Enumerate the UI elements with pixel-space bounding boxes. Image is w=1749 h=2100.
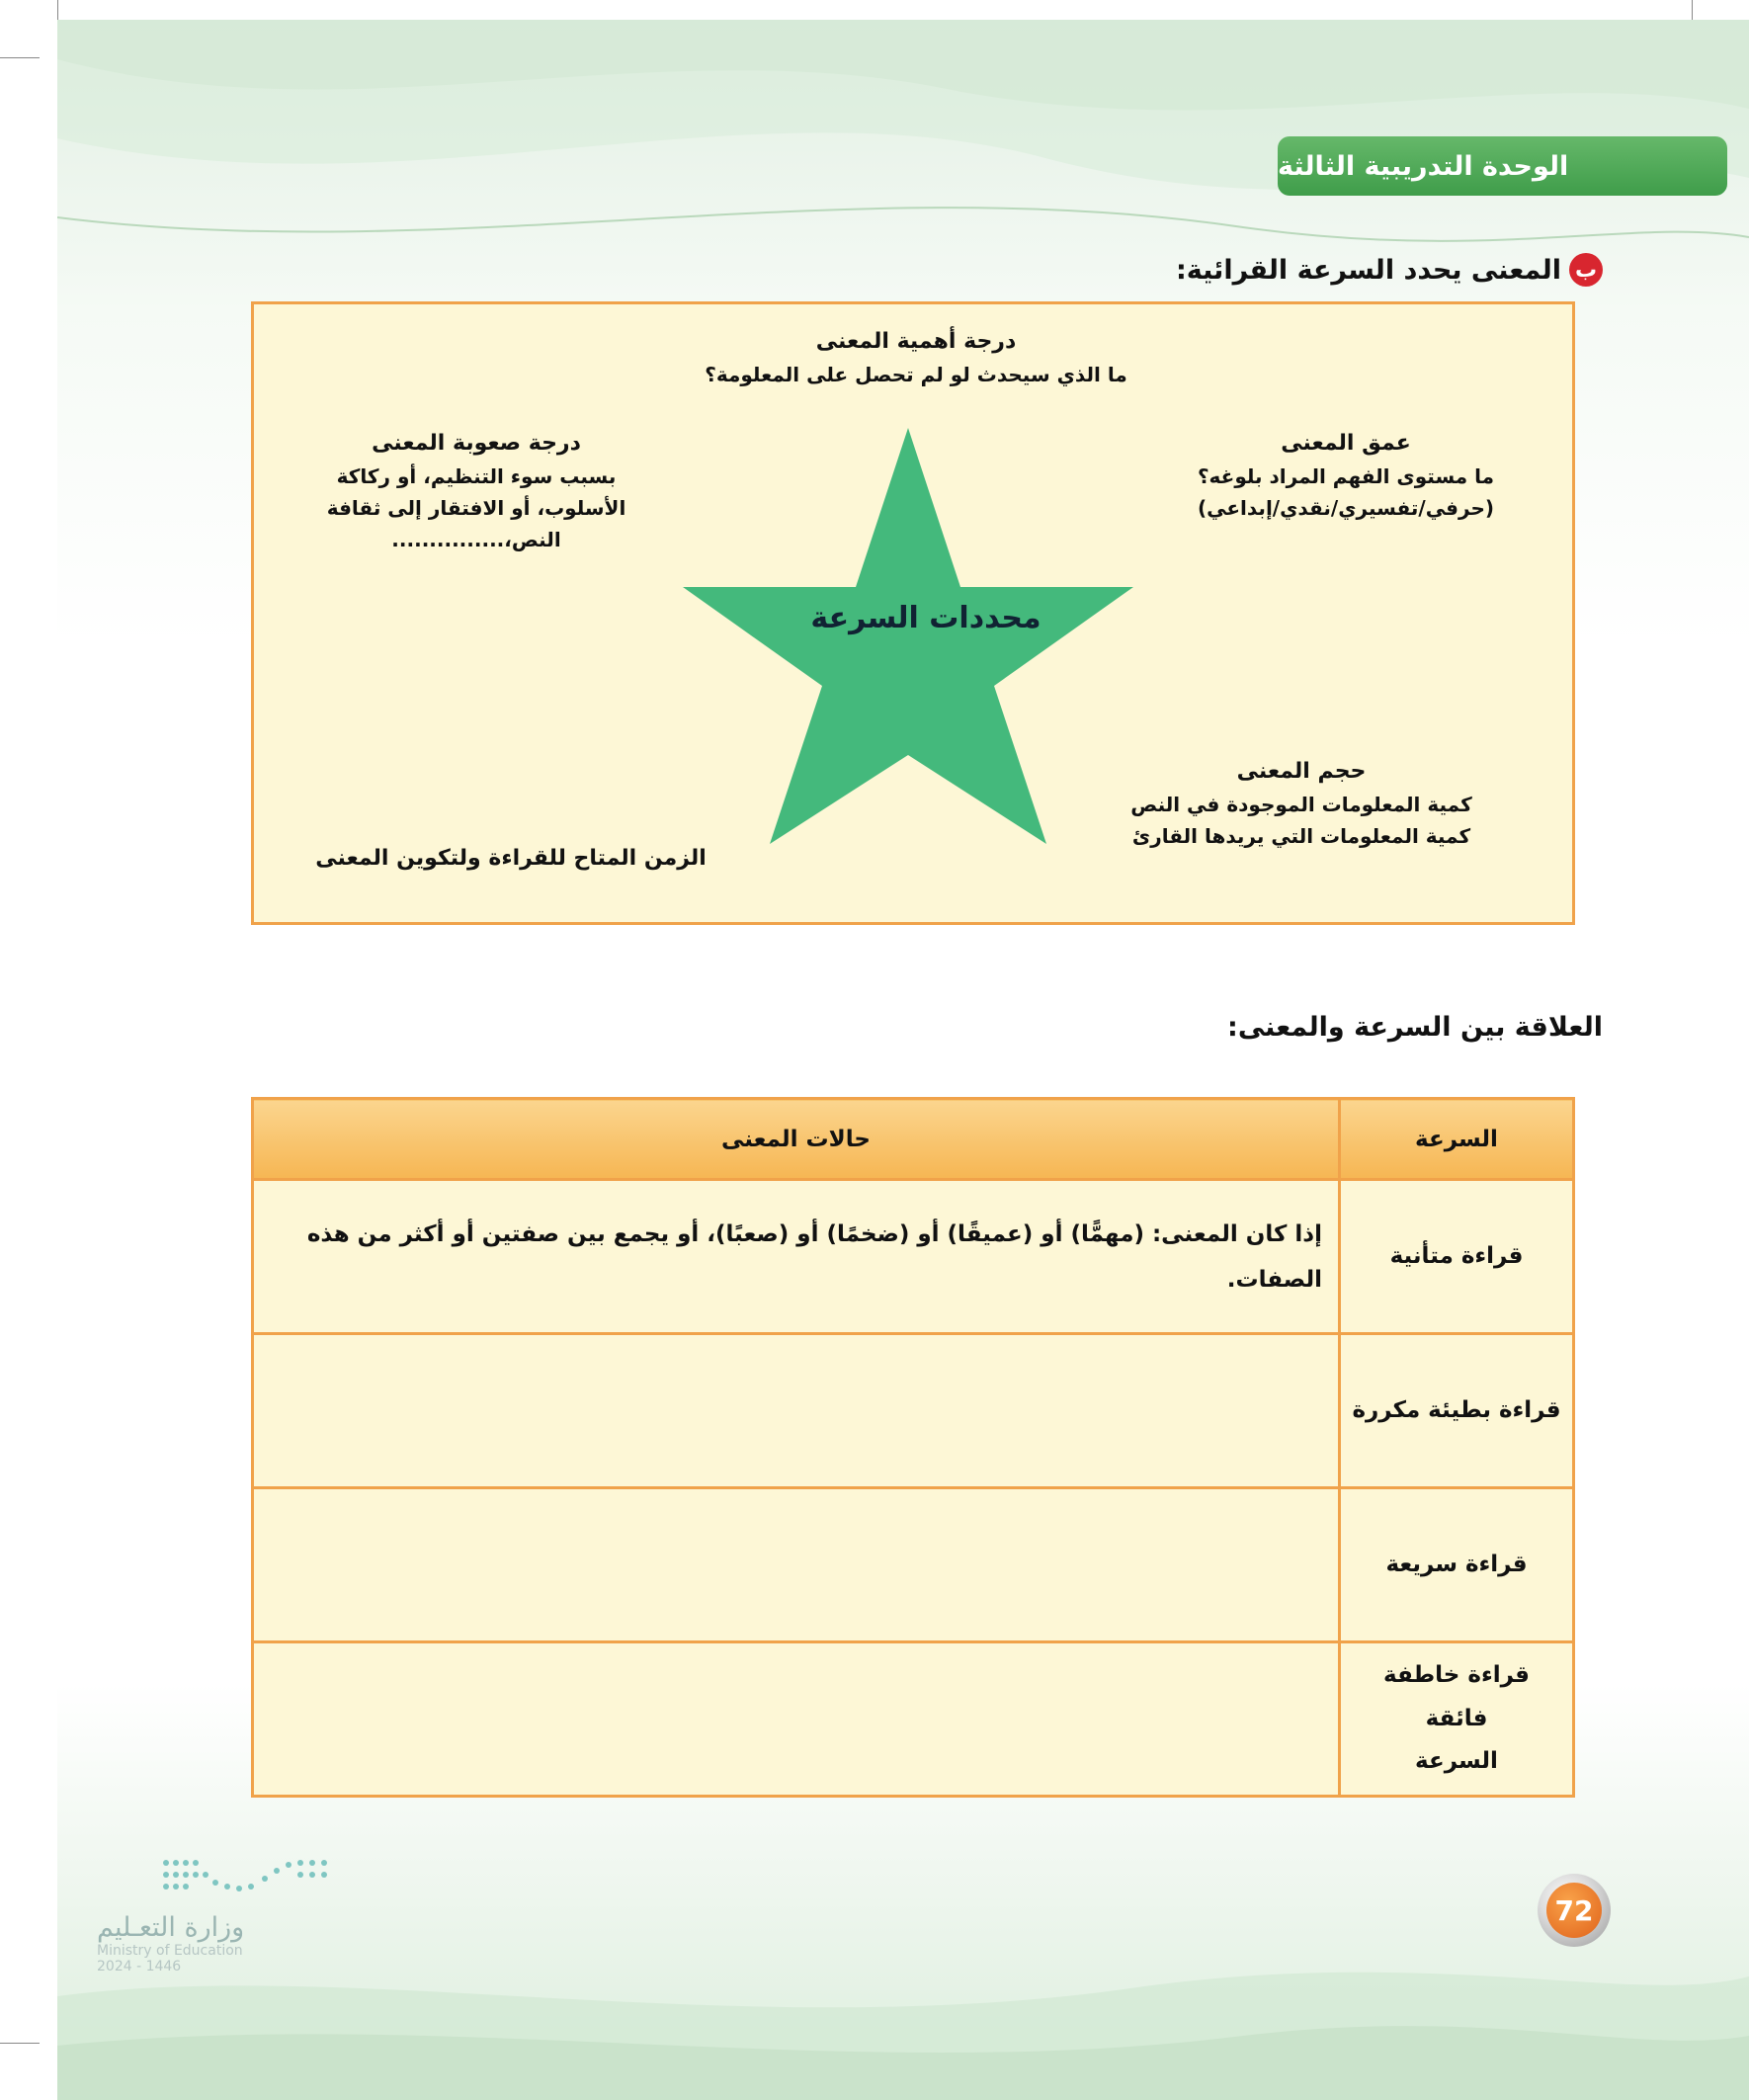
speed-determinants-diagram xyxy=(251,301,1575,925)
speed-cell: قراءة متأنية xyxy=(1340,1180,1574,1334)
page-number: 72 xyxy=(1546,1883,1602,1938)
header-speed: السرعة xyxy=(1340,1099,1574,1180)
difficulty-block xyxy=(303,426,649,555)
page-number-badge xyxy=(1538,1874,1611,1947)
speed-cell: قراءة سريعة xyxy=(1340,1488,1574,1642)
ministry-name-ar: وزارة التعـليم xyxy=(97,1912,245,1943)
star-icon xyxy=(683,428,1133,844)
difficulty-title: درجة صعوبة المعنى xyxy=(372,431,581,456)
cases-cell: إذا كان المعنى: (مهمًّا) أو (عميقًا) أو (ضخمًا) أو (صعبًا)، أو يجمع بين صفتين أو أكثر من هذه الصفات. xyxy=(253,1180,1340,1334)
cases-cell-blank[interactable] xyxy=(253,1642,1340,1797)
importance-block xyxy=(689,324,1143,390)
difficulty-line-3: النص،............... xyxy=(391,528,561,552)
diagram-center-label: محددات السرعة xyxy=(810,601,1041,635)
table-row xyxy=(253,1180,1574,1334)
cases-cell-blank[interactable] xyxy=(253,1334,1340,1488)
depth-question: ما مستوى الفهم المراد بلوغه؟ xyxy=(1197,464,1495,489)
difficulty-line-1: بسبب سوء التنظيم، أو ركاكة xyxy=(336,464,617,489)
difficulty-line-2: الأسلوب، أو الافتقار إلى ثقافة xyxy=(326,496,626,521)
section-heading xyxy=(1176,253,1603,287)
depth-title: عمق المعنى xyxy=(1281,431,1411,456)
ministry-name-en: Ministry of Education xyxy=(97,1943,243,1959)
unit-banner xyxy=(1278,136,1727,196)
depth-block xyxy=(1183,426,1509,524)
table-row xyxy=(253,1642,1574,1797)
ministry-year: 2024 - 1446 xyxy=(97,1959,182,1974)
header-cases: حالات المعنى xyxy=(253,1099,1340,1180)
page xyxy=(57,20,1749,2100)
speed-cell: قراءة خاطفة فائقة السرعة xyxy=(1340,1642,1574,1797)
relation-heading: العلاقة بين السرعة والمعنى: xyxy=(1227,1012,1603,1043)
volume-title: حجم المعنى xyxy=(1236,759,1367,784)
depth-levels: (حرفي/تفسيري/نقدي/إبداعي) xyxy=(1197,496,1495,521)
ministry-logo xyxy=(97,1853,334,1974)
unit-title: الوحدة التدريبية الثالثة xyxy=(1278,150,1569,182)
table-row xyxy=(253,1334,1574,1488)
speed-meaning-table xyxy=(251,1097,1575,1798)
cases-cell-blank[interactable] xyxy=(253,1488,1340,1642)
importance-title: درجة أهمية المعنى xyxy=(815,329,1017,354)
crop-mark xyxy=(0,2043,40,2044)
table-row xyxy=(253,1488,1574,1642)
speed-cell: قراءة بطيئة مكررة xyxy=(1340,1334,1574,1488)
volume-line-2: كمية المعلومات التي يريدها القارئ xyxy=(1131,824,1471,849)
volume-line-1: كمية المعلومات الموجودة في النص xyxy=(1130,793,1472,817)
ministry-dots-icon xyxy=(156,1853,334,1902)
section-title: المعنى يحدد السرعة القرائية: xyxy=(1175,254,1561,286)
importance-question: ما الذي سيحدث لو لم تحصل على المعلومة؟ xyxy=(705,363,1127,387)
time-block xyxy=(293,841,728,876)
table-header-row xyxy=(253,1099,1574,1180)
time-title: الزمن المتاح للقراءة ولتكوين المعنى xyxy=(315,846,707,871)
section-bullet: ب xyxy=(1569,253,1603,287)
volume-block xyxy=(1104,754,1499,852)
crop-mark xyxy=(0,57,40,58)
